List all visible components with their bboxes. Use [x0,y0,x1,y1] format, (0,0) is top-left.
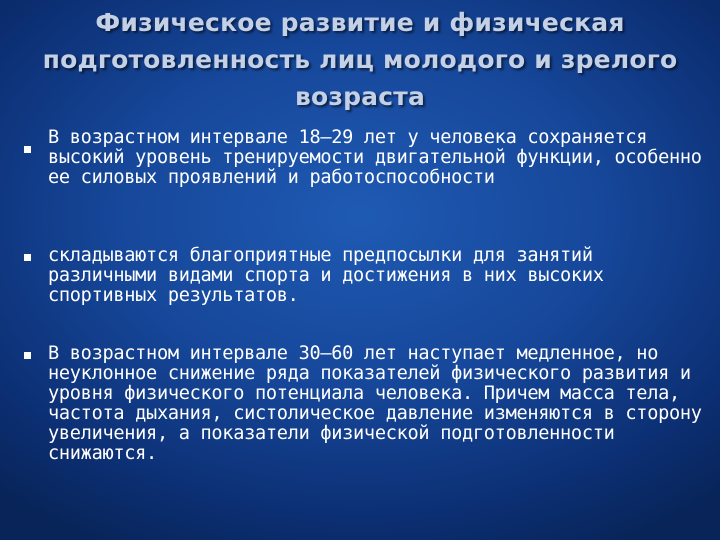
square-bullet-icon [24,352,31,359]
bullet-text: В возрастном интервале 18—29 лет у человека сохраняется высокий уровень тренируемости двигательной функции, особенно ее силовых проявлений и работоспособности [48,127,702,188]
square-bullet-icon [24,254,31,261]
bullet-text: складываются благоприятные предпосылки для занятий различными видами спорта и достижения в них высоких спортивных результатов. [48,245,604,306]
bullet-text: В возрастном интервале 30—60 лет наступает медленное, но неуклонное снижение ряда показателей физического развития и уровня физического потенциала человека. Причем масса тела, частота дыхания, систолическое давление изменяются в сторону увеличения, а показатели физической подготовленности снижаются. [48,343,702,464]
square-bullet-icon [24,146,31,153]
slide-title: Физическое развитие и физическая подготовленность лиц молодого и зрелого возраста [42,8,678,111]
